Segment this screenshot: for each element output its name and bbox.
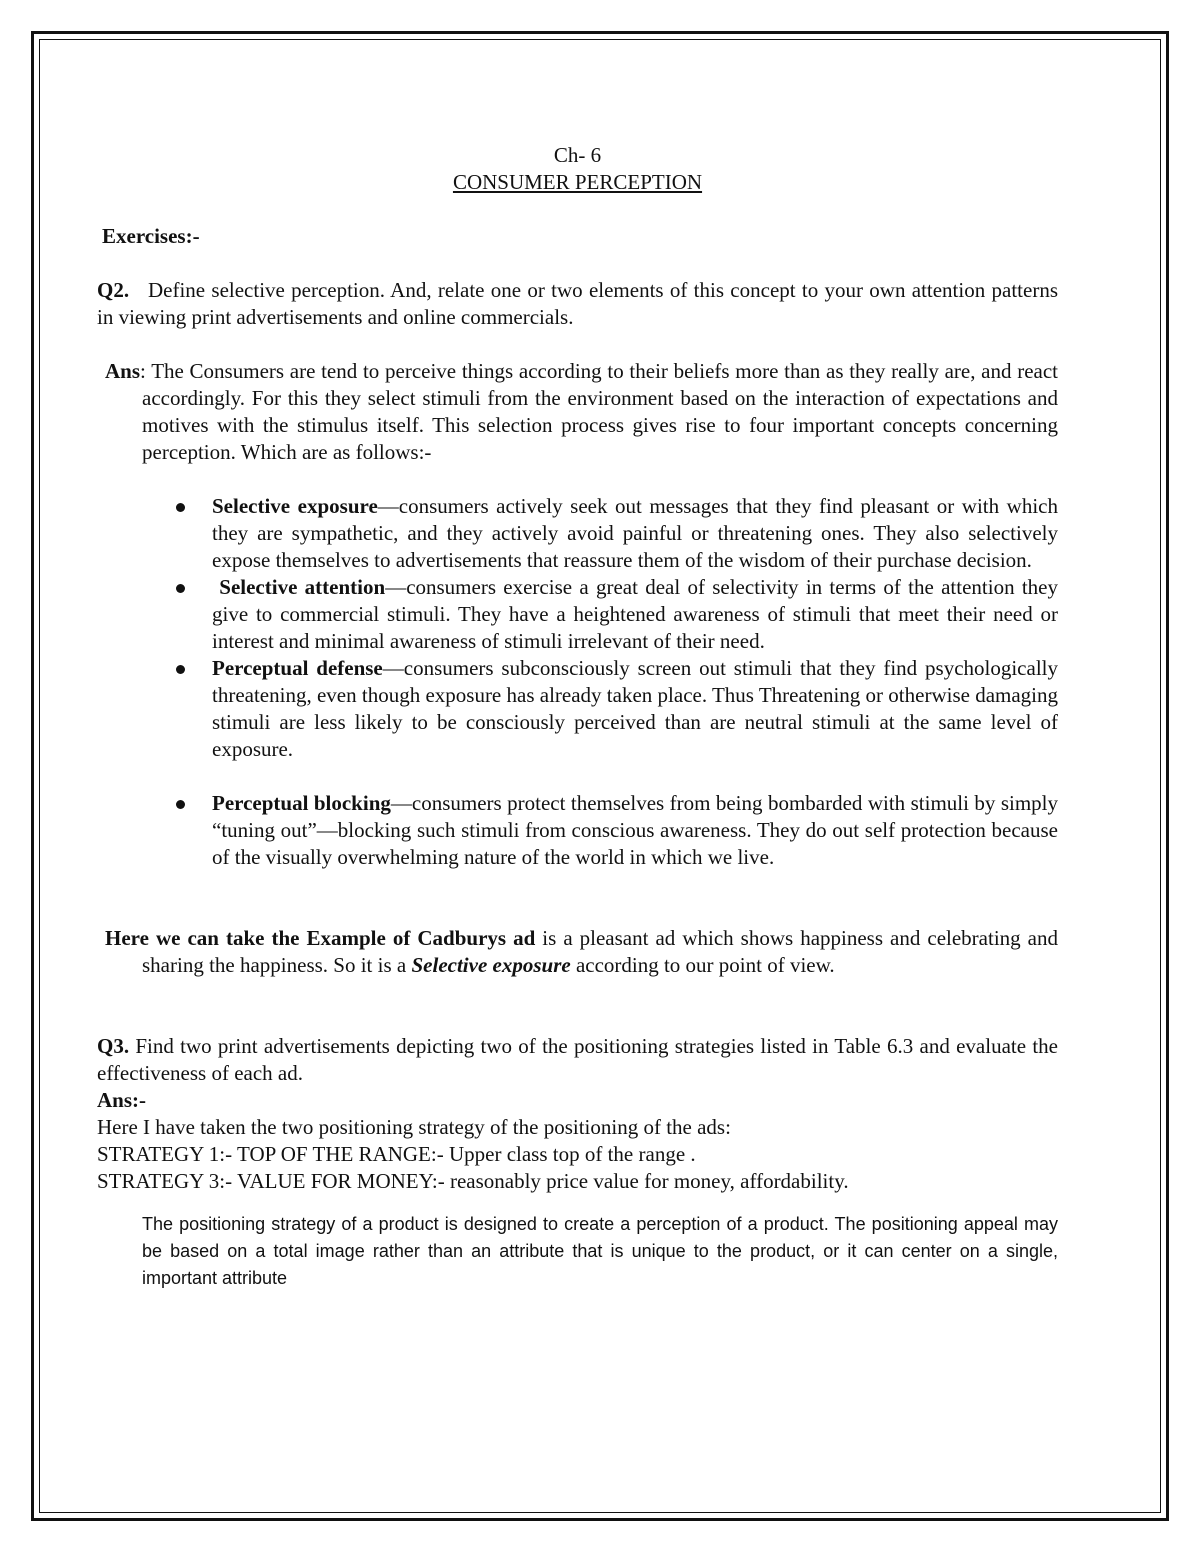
list-item: [97, 790, 1058, 871]
list-item: [97, 574, 1058, 655]
bullet-icon: [176, 800, 185, 809]
chapter-number: Ch- 6: [553, 143, 602, 167]
bullet-icon: [176, 584, 185, 593]
exercises-label: Exercises:-: [102, 224, 200, 248]
strategy-1: STRATEGY 1:- TOP OF THE RANGE:- Upper class top of the range .: [97, 1142, 696, 1166]
answer-2: [97, 358, 1058, 466]
exercises-heading: [102, 223, 1058, 250]
example-lead: Here we can take the Example of Cadburys ad: [105, 926, 536, 950]
example-text-b: according to our point of view.: [570, 953, 835, 977]
example-emphasis: Selective exposure: [411, 953, 571, 977]
closing-paragraph: The positioning strategy of a product is designed to create a perception of a product. The positioning appeal may be based on a total image rather than an attribute that is unique to the product, or it can center on a single, important attribute: [142, 1214, 1058, 1288]
example-text-a: is a pleasant ad which shows happiness and celebrating and sharing the happiness. So it is a: [142, 926, 1058, 977]
answer-2-text: : The Consumers are tend to perceive things according to their beliefs more than as they really are, and react accordingly. For this they select stimuli from the environment based on the interaction of expectations and motives with the stimulus itself. This selection process gives rise to four important concepts concerning perception. Which are as follows:-: [140, 359, 1058, 464]
question-2-label: Q2.: [97, 278, 130, 302]
question-3: [97, 1033, 1058, 1087]
list-item-text: —consumers subconsciously screen out stimuli that they find psychologically threatening, even though exposure has already taken place. Thus Threatening or otherwise damaging stimuli are less likely to be consciously perceived than are neutral stimuli at the same level of exposure.: [212, 656, 1058, 761]
answer-3-label: Ans:-: [97, 1088, 147, 1112]
question-3-text: Find two print advertisements depicting two of the positioning strategies listed in Table 6.3 and evaluate the effectiveness of each ad.: [97, 1034, 1058, 1085]
bullet-icon: [176, 665, 185, 674]
question-2-text: Define selective perception. And, relate one or two elements of this concept to your own attention patterns in viewing print advertisements and online commercials.: [97, 278, 1058, 329]
strategy-3: STRATEGY 3:- VALUE FOR MONEY:- reasonably price value for money, affordability.: [97, 1169, 849, 1193]
answer-3-heading: [97, 1087, 1058, 1114]
list-item-term: Perceptual blocking: [212, 791, 391, 815]
perception-concepts-list: [97, 493, 1058, 871]
list-item-term: Perceptual defense: [212, 656, 383, 680]
chapter-title: [97, 169, 1058, 196]
bullet-icon: [176, 503, 185, 512]
list-item-text: —consumers protect themselves from being bombarded with stimuli by simply “tuning out”—blocking such stimuli from conscious awareness. They do out self protection because of the visually overwhelming nature of the world in which we live.: [212, 791, 1059, 869]
list-item: [97, 493, 1058, 574]
answer-3-intro: Here I have taken the two positioning strategy of the positioning of the ads:: [97, 1115, 731, 1139]
list-item-text: —consumers actively seek out messages that they find pleasant or with which they are sympathetic, and they actively avoid painful or threatening ones. They also selectively expose themselves to advertisements that reassure them of the wisdom of their purchase decision.: [212, 494, 1058, 572]
question-2: [97, 277, 1058, 331]
document-body: [97, 142, 1058, 1292]
list-item-term: Selective exposure: [212, 494, 378, 518]
list-item: [97, 655, 1058, 763]
question-3-label: Q3.: [97, 1034, 130, 1058]
example-paragraph: [97, 925, 1058, 979]
list-item-term: Selective attention: [219, 575, 386, 599]
chapter-title-text: CONSUMER PERCEPTION: [452, 170, 703, 194]
list-item-text: —consumers exercise a great deal of selectivity in terms of the attention they give to commercial stimuli. They have a heightened awareness of stimuli that meet their need or interest and minimal awareness of stimuli irrelevant of their need.: [212, 575, 1058, 653]
answer-2-label: Ans: [105, 359, 141, 383]
